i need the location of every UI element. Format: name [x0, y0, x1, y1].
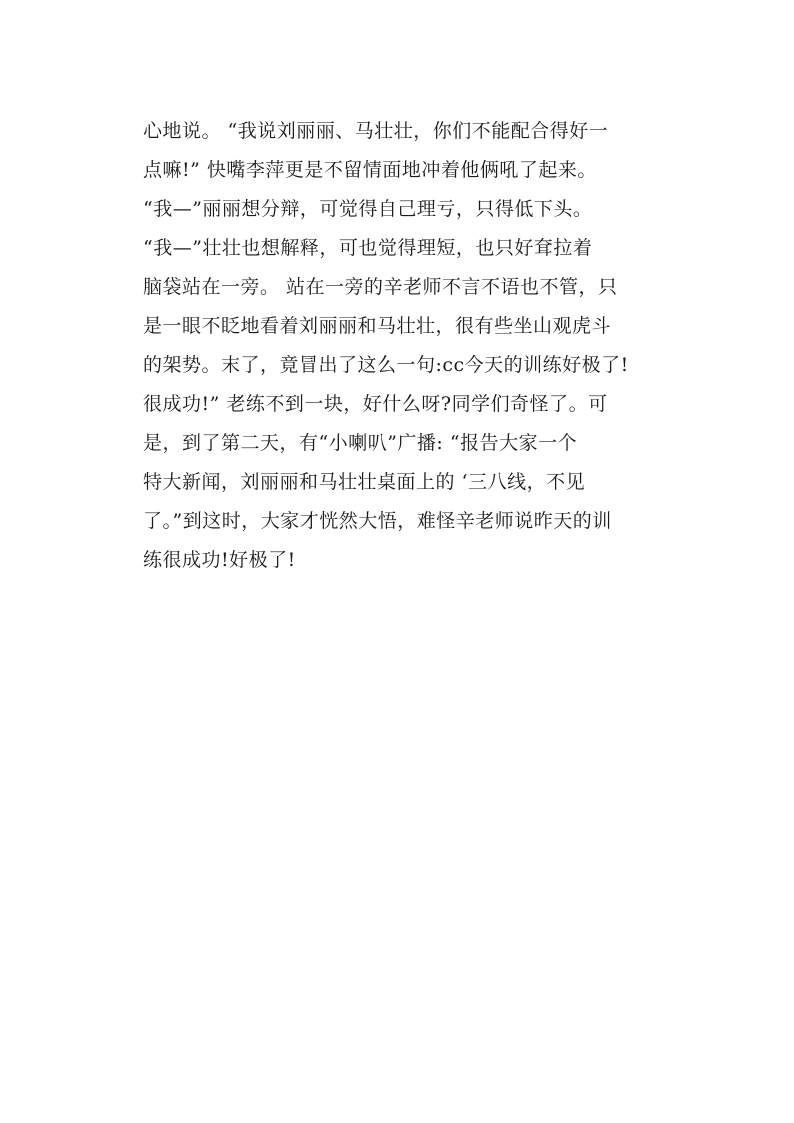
text-line: 很成功!” 老练不到一块，好什么呀?同学们奇怪了。可 [143, 393, 608, 415]
text-line: “我—”丽丽想分辩，可觉得自己理亏，只得低下头。 [143, 198, 593, 220]
text-line: 的架势。末了，竟冒出了这么一句:cc今天的训练好极了! [143, 354, 629, 376]
text-line: “我—”壮壮也想解释，可也觉得理短，也只好耷拉着 [143, 237, 593, 259]
text-line: 脑袋站在一旁。 站在一旁的辛老师不言不语也不管，只 [143, 276, 618, 298]
text-line: 了。”到这时，大家才恍然大悟，难怪辛老师说昨天的训 [143, 510, 612, 532]
text-line: 练很成功!好极了! [143, 549, 296, 571]
text-line: 心地说。 “我说刘丽丽、马壮壮，你们不能配合得好一 [143, 120, 609, 142]
text-line: 点嘛!” 快嘴李萍更是不留情面地冲着他俩吼了起来。 [143, 159, 597, 181]
text-line: 是一眼不眨地看着刘丽丽和马壮壮，很有些坐山观虎斗 [143, 315, 612, 337]
text-line: 特大新闻，刘丽丽和马壮壮桌面上的 ‘三八线，不见 [143, 471, 586, 493]
body-text [143, 112, 663, 580]
text-line: 是，到了第二天，有“小喇叭”广播: “报告大家一个 [143, 432, 578, 454]
